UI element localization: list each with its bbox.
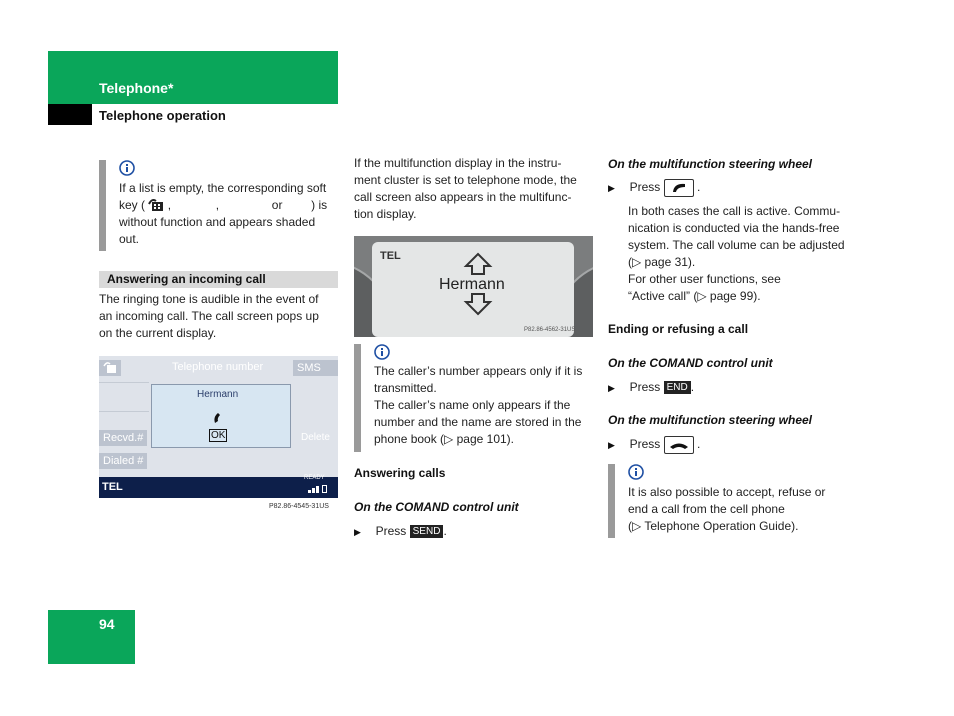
chapter-title: Telephone* bbox=[99, 80, 174, 96]
caller-name: Hermann bbox=[439, 276, 505, 293]
header-banner bbox=[48, 51, 338, 104]
pickup-icon bbox=[664, 179, 694, 197]
image-caption: P82.86-4545-31US bbox=[269, 503, 329, 510]
image-caption: P82.86-4562-31US bbox=[524, 327, 576, 333]
hangup-icon bbox=[664, 436, 694, 454]
divider bbox=[99, 382, 149, 383]
caller-name: Hermann bbox=[197, 389, 239, 400]
info-note-1 bbox=[119, 180, 341, 248]
info-icon bbox=[374, 344, 390, 360]
status-bar bbox=[99, 477, 338, 498]
send-key: SEND bbox=[410, 525, 444, 538]
phone-book-tab bbox=[99, 360, 121, 376]
info-icon bbox=[628, 464, 644, 480]
page-subtitle: Telephone operation bbox=[99, 108, 226, 123]
note-bar bbox=[99, 160, 106, 251]
section-paragraph: The ringing tone is audible in the event of an incoming call. The call screen pops up on the current display. bbox=[99, 292, 319, 340]
dialed-softkey: Dialed # bbox=[99, 453, 147, 469]
bullet-arrow-icon: ▶ bbox=[608, 440, 615, 451]
press-hangup-step: ▶ Press . bbox=[608, 436, 700, 454]
active-call-paragraph: In both cases the call is active. Commu- nication is conducted via the hands-free system. The call volume can be adjusted (▷ page 31). For other user functions, see “Active call” (▷ page 99). bbox=[628, 204, 845, 303]
ready-label: READY bbox=[304, 475, 325, 481]
comand-heading: On the COMAND control unit bbox=[354, 500, 519, 514]
sms-tab: SMS bbox=[293, 360, 338, 376]
ending-call-heading: Ending or refusing a call bbox=[608, 322, 749, 336]
phone-book-icon bbox=[103, 361, 117, 373]
bullet-arrow-icon: ▶ bbox=[608, 183, 615, 194]
divider bbox=[99, 411, 149, 412]
note-line: out. bbox=[119, 232, 140, 246]
note-bar bbox=[608, 464, 615, 538]
bullet-arrow-icon: ▶ bbox=[354, 527, 361, 537]
end-key: END bbox=[664, 381, 691, 394]
comand-heading: On the COMAND control unit bbox=[608, 356, 773, 370]
info-note-2: The caller’s number appears only if it is transmitted. The caller’s name only appears if the number and the name are stored in the phone book (▷ page 101). bbox=[374, 364, 583, 446]
info-note-3: It is also possible to accept, refuse or end a call from the cell phone (▷ Telephone Operation Guide). bbox=[628, 485, 826, 533]
note-line: without function and appears shaded bbox=[119, 215, 316, 229]
section-marker bbox=[48, 104, 92, 125]
comand-screen-image bbox=[99, 356, 338, 498]
page-number-block bbox=[48, 610, 135, 664]
press-end-step: ▶ Press END . bbox=[608, 380, 695, 394]
delete-softkey: Delete bbox=[301, 432, 330, 443]
info-icon bbox=[119, 160, 135, 176]
multifunction-paragraph: If the multifunction display in the instru- ment cluster is set to telephone mode, the call screen also appears in the multifunc- tion display. bbox=[354, 156, 577, 221]
section-heading: Answering an incoming call bbox=[99, 271, 338, 288]
page-number: 94 bbox=[99, 616, 115, 632]
note-bar bbox=[354, 344, 361, 452]
press-send-step: ▶ Press SEND . bbox=[354, 524, 447, 538]
telephone-number-tab: Telephone number bbox=[172, 361, 264, 373]
press-pickup-step: ▶ Press . bbox=[608, 179, 700, 197]
note-line: If a list is empty, the corresponding soft bbox=[119, 181, 327, 195]
ok-label: OK bbox=[211, 430, 226, 441]
status-tel: TEL bbox=[102, 481, 123, 493]
answering-calls-heading: Answering calls bbox=[354, 466, 446, 480]
signal-bars-icon bbox=[308, 485, 328, 493]
steering-wheel-heading: On the multifunction steering wheel bbox=[608, 413, 813, 427]
tel-label: TEL bbox=[380, 250, 401, 262]
incoming-call-popup bbox=[151, 384, 291, 448]
pickup-icon bbox=[212, 411, 226, 425]
instrument-cluster-image bbox=[354, 236, 593, 337]
bullet-arrow-icon: ▶ bbox=[608, 383, 615, 393]
recvd-softkey: Recvd.# bbox=[99, 430, 147, 446]
phone-book-icon bbox=[148, 198, 164, 211]
note-line: key ( , , or ) is bbox=[119, 198, 328, 212]
steering-wheel-heading: On the multifunction steering wheel bbox=[608, 157, 813, 171]
